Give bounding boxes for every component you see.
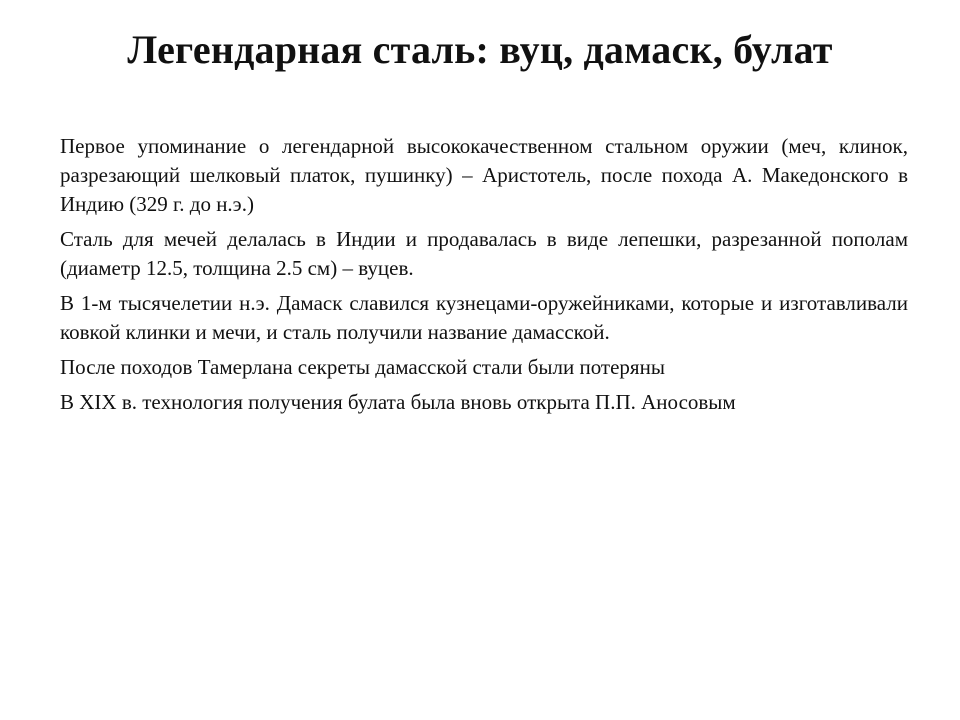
paragraph-anosov: В XIX в. технология получения булата была вновь открыта П.П. Аносовым [60,390,736,414]
slide-title: Легендарная сталь: вуц, дамаск, булат [127,27,833,72]
slide-body [60,132,908,423]
paragraph-damascus: В 1-м тысячелетии н.э. Дамаск славился кузнецами-оружейниками, которые и изготавливали ковкой клинки и мечи, и сталь получили название дамасской. [60,291,908,344]
paragraph-aristotle: Первое упоминание о легендарной высококачественном стальном оружии (меч, клинок, разрезающий шелковый платок, пушинку) – Аристотель, после похода А. Македонского в Индию (329 г. до н.э.) [60,134,908,216]
paragraph-tamerlane: После походов Тамерлана секреты дамасской стали были потеряны [60,355,665,379]
paragraph-wootz: Сталь для мечей делалась в Индии и продавалась в виде лепешки, разрезанной пополам (диаметр 12.5, толщина 2.5 см) – вуцев. [60,227,908,280]
